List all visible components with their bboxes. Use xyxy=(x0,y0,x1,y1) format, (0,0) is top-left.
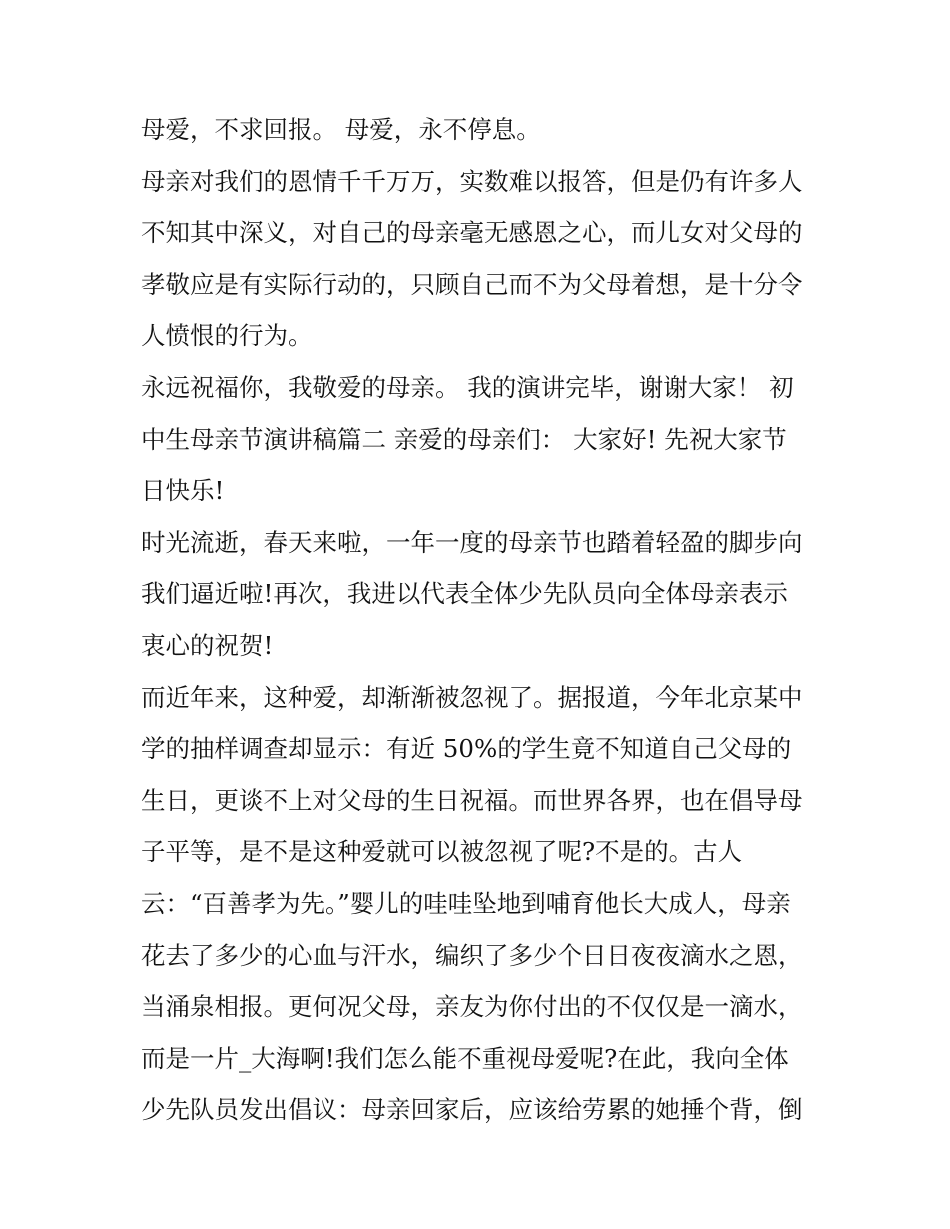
text-line: 时光流逝，春天来啦，一年一度的母亲节也踏着轻盈的脚步向 xyxy=(141,527,803,557)
text-line: 衷心的祝贺! xyxy=(141,630,274,660)
text-line: 学的抽样调查却显示：有近 50%的学生竟不知道自己父母的 xyxy=(141,734,792,764)
text-line: 中生母亲节演讲稿篇二 亲爱的母亲们： 大家好! 先祝大家节 xyxy=(141,424,787,454)
text-line: 母亲对我们的恩情千千万万，实数难以报答，但是仍有许多人 xyxy=(141,166,803,196)
text-line: 母爱，不求回报。 母爱，永不停息。 xyxy=(141,115,541,144)
text-line: 孝敬应是有实际行动的，只顾自己而不为父母着想，是十分令 xyxy=(141,269,803,299)
text-line: 人愤恨的行为。 xyxy=(141,321,313,351)
text-line: 云：“百善孝为先。”婴儿的哇哇坠地到哺育他长大成人，母亲 xyxy=(141,888,791,918)
text-line: 花去了多少的心血与汗水，编织了多少个日日夜夜滴水之恩， xyxy=(141,940,803,970)
text-line: 而近年来，这种爱，却渐渐被忽视了。据报道，今年北京某中 xyxy=(141,682,803,712)
text-line: 而是一片_大海啊!我们怎么能不重视母爱呢?在此，我向全体 xyxy=(141,1043,789,1073)
text-line: 我们逼近啦!再次，我进以代表全体少先队员向全体母亲表示 xyxy=(141,579,788,609)
text-line: 子平等，是不是这种爱就可以被忽视了呢?不是的。古人 xyxy=(141,837,743,867)
text-line: 不知其中深义，对自己的母亲毫无感恩之心，而儿女对父母的 xyxy=(141,218,803,248)
text-line: 当涌泉相报。更何况父母，亲友为你付出的不仅仅是一滴水， xyxy=(141,992,803,1022)
text-line: 日快乐! xyxy=(141,476,225,506)
text-line: 生日，更谈不上对父母的生日祝福。而世界各界，也在倡导母 xyxy=(141,785,803,815)
document-body xyxy=(141,104,831,1136)
text-line: 少先队员发出倡议：母亲回家后，应该给劳累的她捶个背，倒 xyxy=(141,1095,803,1125)
text-line: 永远祝福你，我敬爱的母亲。 我的演讲完毕，谢谢大家！ 初 xyxy=(141,372,794,402)
